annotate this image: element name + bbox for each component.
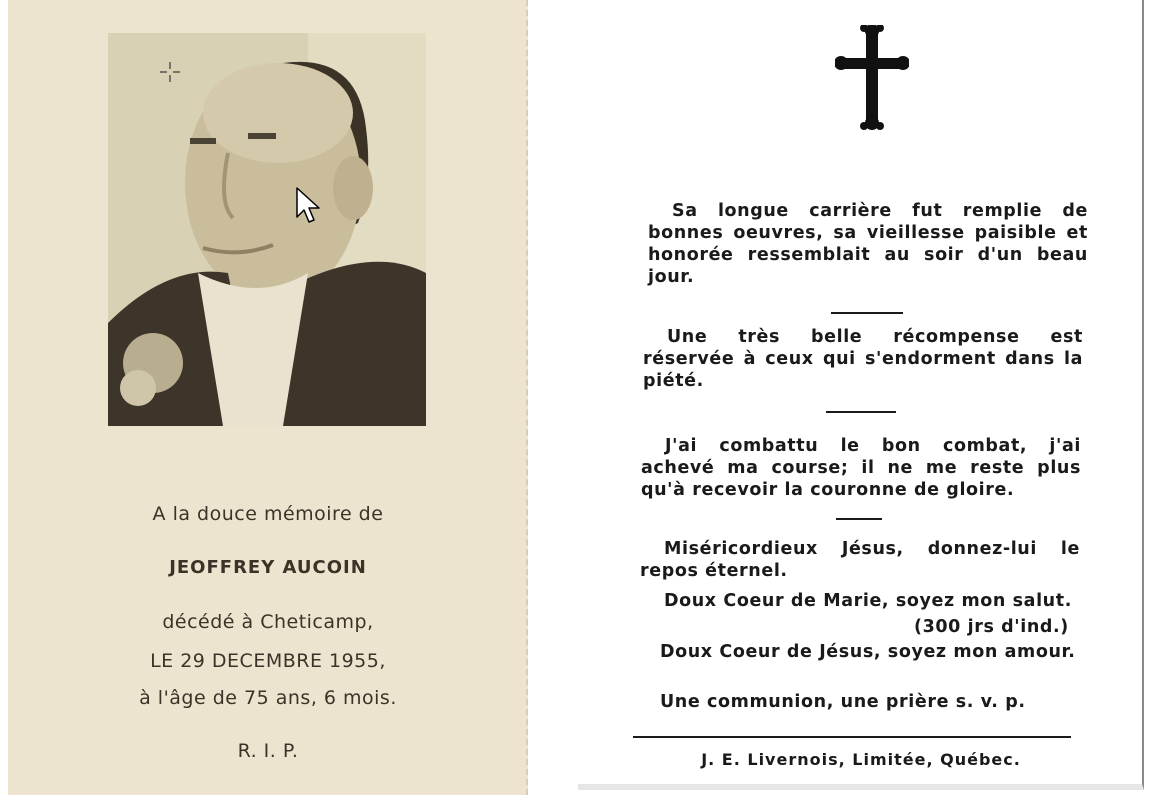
divider [836, 518, 882, 520]
deceased-date: LE 29 DECEMBRE 1955, [150, 650, 386, 672]
bottom-rule [633, 736, 1071, 738]
prayer-coeur-jesus: Doux Coeur de Jésus, soyez mon amour. [660, 642, 1076, 662]
communion-request: Une communion, une prière s. v. p. [660, 692, 1026, 712]
deceased-place: décédé à Cheticamp, [162, 611, 374, 633]
paragraph-combat: J'ai combattu le bon combat, j'ai achevé ma course; il ne me reste plus qu'à recevoir la couronne de gloire. [641, 436, 1081, 500]
rip-text: R. I. P. [237, 740, 299, 762]
prayer-marie: Doux Coeur de Marie, soyez mon salut. [664, 591, 1072, 611]
indulgence-note: (300 jrs d'ind.) [914, 617, 1069, 637]
mouse-pointer-icon [296, 187, 320, 225]
portrait-photo [108, 33, 426, 426]
paragraph-career: Sa longue carrière fut remplie de bonnes oeuvres, sa vieillesse paisible et honorée ressemblait au soir d'un beau jour. [648, 201, 1088, 287]
memory-line: A la douce mémoire de [152, 503, 384, 525]
memorial-card-back [578, 0, 1144, 790]
crosshair-icon [158, 60, 182, 84]
cross-icon [835, 25, 909, 131]
deceased-name: JEOFFREY AUCOIN [169, 557, 367, 578]
divider [826, 411, 896, 413]
prayer-jesus: Miséricordieux Jésus, donnez-lui le repos éternel. [640, 539, 1080, 581]
deceased-age: à l'âge de 75 ans, 6 mois. [139, 687, 397, 709]
paragraph-reward: Une très belle récompense est réservée à ceux qui s'endorment dans la piété. [643, 327, 1083, 391]
memorial-card-front [8, 0, 528, 795]
divider [831, 312, 903, 314]
publisher-line: J. E. Livernois, Limitée, Québec. [701, 750, 1021, 769]
